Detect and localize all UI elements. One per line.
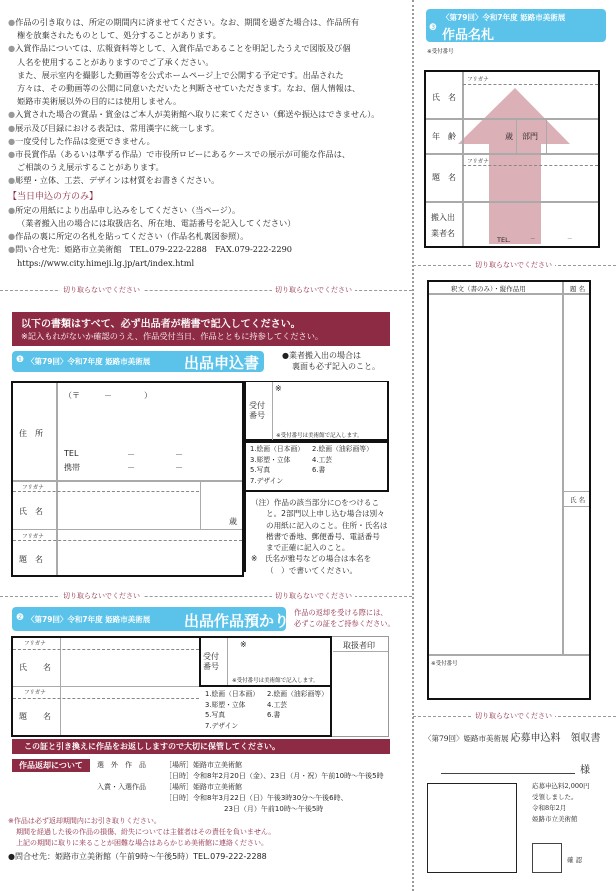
- divider: [13, 529, 242, 530]
- notes-list: ●作品の引き取りは、所定の期間内に済ませてください。なお、期間を過ぎた場合は、作品所有 権を放棄されたものとして、処分することがあります。 ●入賞作品については、広報資料等として、入賞作品であることを明記したうえで図版及び個 人名を使用することがありますのでご了承ください。 また、展示室内を撮影した動画等を公式ホームページ上で公開する予定です。出品された 方々は、その動画等の公開に同意いただいたと判断させていただきます。なお、個人情報は、 姫路市美術展以外の目的には使用しません。 ●入賞された場合の賞品・賞金はご本人が美術館へ取りに来てください（郵送や振込はできません）。 ●展示及び目録における表記は、常用漢字に統一します。 ●一度受付した作品は変更できません。 ●市長賞作品（あるいは準ずる作品）で市役所ロビーにあるケースでの展示が可能な作品は、 ご相談のうえ展示することがあります。 ●彫塑・立体、工芸、デザインは材質をお書きください。 【当日申込の方のみ】 ●所定の用紙により出品申し込みをしてください（当ページ）。 （業者搬入出の場合には取扱店名、所在地、電話番号を記入してください） ●作品の裏に所定の名札を貼ってください（作品名札裏図参照）。 ●問い合せ先：姫路市立美術館 TEL.079-222-2288 FAX.079-222-2290 https://www.city.himeji.lg.jp/art/index.html: [8, 16, 380, 270]
- mobile-label: 携帯: [64, 463, 80, 472]
- banner-line-1: 以下の書類はすべて、必ず出品者が楷書で記入してください。: [21, 319, 301, 330]
- form3-prefix: 〈第79回〉令和7年度 姫路市美術展: [442, 13, 566, 22]
- note-line: 入賞された場合の賞品・賞金はご本人が美術館へ取りに来てください（郵送や振込はできません）。: [15, 109, 380, 120]
- form2-prefix: 〈第79回〉令和7年度 姫路市美術展: [27, 615, 151, 624]
- form-number-2: ❷: [16, 613, 25, 623]
- receipt-title-small: 〈第79回〉姫路市美術展: [424, 734, 509, 743]
- furigana-label: フリガナ: [22, 534, 44, 540]
- furigana-divider: [463, 84, 598, 85]
- cut-warning: 切り取らないでください: [60, 285, 143, 295]
- dash: －: [127, 463, 135, 472]
- divider: [426, 118, 598, 120]
- form3-header: [426, 9, 606, 42]
- name-input[interactable]: [60, 493, 198, 528]
- title-label: 題 名: [19, 555, 43, 564]
- category-list: [205, 689, 328, 731]
- return-warnings: [8, 816, 275, 849]
- divider: [13, 686, 199, 687]
- furigana-label: フリガナ: [24, 641, 46, 647]
- title-input[interactable]: [62, 700, 198, 735]
- receipt-number-label: 受付 番号: [203, 652, 219, 671]
- name-input[interactable]: [62, 651, 198, 685]
- cut-warning: 切り取らないでください: [272, 591, 355, 601]
- dash: －: [530, 237, 536, 243]
- receipt-stamp-box: [427, 783, 517, 873]
- receipt-line: 応募申込料2,000円: [532, 782, 590, 790]
- note-line: 作品の裏に所定の名札を貼ってください（作品名札裏図参照）。: [15, 231, 249, 242]
- note-line: 市長賞作品（あるいは準ずる作品）で市役所ロビーにあるケースでの展示が可能な作品は、: [15, 149, 351, 160]
- address-label: 住 所: [19, 429, 43, 438]
- receipt-text: [532, 781, 590, 825]
- tel-label: TEL: [64, 449, 79, 458]
- postal-code-field[interactable]: （〒 － ）: [64, 391, 152, 400]
- note-line: 問い合せ先：姫路市立美術館 TEL.079-222-2288 FAX.079-222-2290: [15, 244, 293, 255]
- receipt-line: 姫路市立美術館: [532, 815, 578, 823]
- form2-side-note: [294, 607, 395, 629]
- tel-label: TEL.: [497, 236, 511, 244]
- category-option[interactable]: 1.絵画（日本画）: [250, 445, 305, 453]
- note-line: 人名を使用することがありますのでご了承ください。: [17, 56, 214, 67]
- form1-notice: [251, 497, 388, 576]
- title-input[interactable]: [60, 542, 240, 575]
- divider: [462, 72, 464, 246]
- dash: －: [567, 237, 573, 243]
- banner-line-2: ※記入もれがないか確認のうえ、作品受付当日、作品とともに持参してください。: [21, 331, 324, 341]
- handler-stamp-label: 取扱者印: [343, 641, 375, 650]
- furigana-divider: [13, 649, 199, 650]
- category-option[interactable]: 6.書: [312, 466, 326, 474]
- furigana-label: フリガナ: [467, 159, 489, 165]
- divider: [56, 383, 58, 575]
- form2-title: 出品作品預かり証: [184, 612, 305, 630]
- divider: [563, 491, 589, 492]
- dept-label: 部門: [522, 132, 538, 141]
- rejected-place: ［場所］姫路市立美術館: [165, 761, 242, 769]
- furigana-divider: [13, 698, 199, 699]
- note-line: 姫路市美術展以外の目的には使用しません。: [17, 96, 182, 107]
- receipt-no-label: ※受付番号: [431, 661, 458, 667]
- accepted-time: 23日（月）午前10時～午後5時: [224, 805, 324, 813]
- receipt-note: ※受付番号は美術館で記入します。: [276, 433, 363, 439]
- notice-line: の用紙に記入のこと。住所・氏名は: [266, 520, 388, 530]
- notice-line: （ ）で書いてください。: [266, 565, 358, 575]
- receipt-line: 令和8年2月: [532, 804, 567, 812]
- same-day-heading: 【当日申込の方のみ】: [8, 191, 99, 202]
- dash: －: [127, 450, 135, 459]
- divider: [333, 651, 388, 652]
- divider: [546, 119, 547, 153]
- age-unit: 歳: [505, 132, 513, 141]
- confirm-label: 確 認: [567, 856, 583, 864]
- recipient-line[interactable]: [441, 773, 575, 774]
- sama-label: 様: [580, 765, 590, 776]
- category-option[interactable]: 3.彫塑・立体: [205, 700, 246, 709]
- category-option[interactable]: 7.デザイン: [205, 721, 239, 730]
- inscription-input[interactable]: [430, 295, 561, 653]
- note-line: 所定の用紙により出品申し込みをしてください（当ページ）。: [15, 204, 241, 215]
- furigana-divider: [463, 165, 598, 166]
- age-label: 年 齢: [432, 132, 456, 141]
- accepted-works-label: 入賞・入選作品: [97, 783, 146, 791]
- notice-line: 楷書で番地、郵便番号、電話番号: [266, 531, 380, 541]
- divider: [200, 482, 201, 529]
- note-line: 方々は、その動画等の公開に同意いただいたと判断させていただきます。なお、個人情報は、: [17, 83, 361, 94]
- furigana-divider: [13, 540, 242, 541]
- form-number-1: ❶: [16, 355, 25, 365]
- form1-side-note: [282, 350, 380, 372]
- category-list: [250, 444, 373, 486]
- dash: －: [175, 463, 183, 472]
- note-line: 彫塑・立体、工芸、デザインは材質をお書きください。: [15, 175, 220, 186]
- divider: [563, 506, 589, 507]
- return-tag-text: 作品返却について: [19, 761, 83, 770]
- title-column-header: 題 名: [570, 285, 586, 293]
- name-label: 氏 名: [570, 496, 586, 504]
- name-label: 氏 名: [19, 663, 51, 672]
- contact-info: ●問合せ先：姫路市立美術館（午前9時～午後5時）TEL.079-222-2288: [8, 852, 267, 861]
- note-line: 一度受付した作品は変更できません。: [15, 135, 155, 146]
- receipt-no-label: ※受付番号: [427, 49, 454, 55]
- return-schedule: [97, 760, 384, 815]
- notice-line: と。2部門以上申し込む場合は別々: [266, 509, 385, 519]
- notice-line: まで正確に記入のこと。: [266, 543, 350, 553]
- instruction-banner: [12, 312, 390, 346]
- dash: －: [175, 450, 183, 459]
- category-option[interactable]: 4.工芸: [267, 700, 288, 709]
- side-note-line: 必ずこの証をご持参ください。: [294, 619, 395, 628]
- receipt-note: ※受付番号は美術館で記入します。: [232, 678, 319, 684]
- keep-banner: [12, 739, 390, 754]
- cut-warning: 切り取らないでください: [272, 285, 355, 295]
- age-unit: 歳: [229, 517, 237, 526]
- divider: [426, 201, 598, 203]
- cut-warning: 切り取らないでください: [60, 591, 143, 601]
- form-number-3: ❸: [429, 23, 438, 33]
- divider: [562, 282, 564, 654]
- carrier-label: 搬入出 業者名: [431, 213, 455, 238]
- side-note-line: 裏面も必ず記入のこと。: [292, 362, 380, 371]
- divider: [199, 636, 201, 687]
- address-input[interactable]: [60, 383, 200, 479]
- furigana-label: フリガナ: [22, 485, 44, 491]
- furigana-label: フリガナ: [24, 690, 46, 696]
- note-line: 権を放棄されたものとして、処分することがあります。: [17, 30, 221, 41]
- warning-line: ※作品は必ず返却期間内にお引き取りください。: [8, 817, 161, 825]
- divider: [426, 153, 598, 155]
- category-option[interactable]: 3.彫塑・立体: [250, 455, 291, 464]
- confirm-stamp-box: [532, 843, 562, 873]
- form1-title: 出品申込書: [184, 354, 260, 372]
- notice-line: （注）作品の該当部分に○をつけるこ: [251, 498, 380, 507]
- arrow-up-icon: [458, 88, 570, 244]
- divider: [429, 654, 589, 656]
- form1-header: [12, 351, 264, 372]
- handler-stamp-area[interactable]: [334, 653, 387, 735]
- form3-title: 作品名札: [442, 28, 495, 43]
- note-line: ご相談のうえ展示することがあります。: [17, 162, 164, 173]
- side-note-line: ●業者搬入出の場合は: [282, 351, 361, 360]
- inscription-column-header: 釈文（書のみ）・縦作品用: [451, 285, 526, 293]
- form1-prefix: 〈第79回〉令和7年度 姫路市美術展: [27, 357, 151, 366]
- cut-warning: 切り取らないでください: [472, 260, 555, 270]
- rejected-time: ［日時］令和8年2月20日（金）、23日（月・祝）午前10時～午後5時: [165, 772, 384, 780]
- category-option[interactable]: 4.工芸: [312, 455, 333, 464]
- warning-line: 上記の期間に取りに来ることが困難な場合はあらかじめ美術館に連絡ください。: [16, 839, 268, 847]
- category-option[interactable]: 1.絵画（日本画）: [205, 690, 260, 698]
- category-option[interactable]: 2.絵画（油彩画等）: [312, 445, 373, 453]
- category-option[interactable]: 2.絵画（油彩画等）: [267, 690, 328, 698]
- furigana-divider: [13, 491, 199, 492]
- form2-header: [12, 607, 305, 631]
- divider: [13, 480, 242, 482]
- note-line: （業者搬入出の場合には取扱店名、所在地、電話番号を記入してください）: [17, 218, 296, 229]
- divider: [227, 638, 228, 685]
- title-label: 題 名: [432, 173, 456, 182]
- furigana-label: フリガナ: [467, 77, 489, 83]
- side-note-line: 作品の返却を受ける際には、: [294, 608, 388, 617]
- divider: [516, 119, 517, 153]
- divider: [199, 685, 332, 687]
- category-option[interactable]: 7.デザイン: [250, 476, 284, 485]
- keep-banner-text: この証と引き換えに作品をお返ししますので大切に保管してください。: [24, 742, 280, 751]
- return-tag: [12, 759, 90, 772]
- vertical-cut-line: [412, 0, 414, 891]
- title-label: 題 名: [19, 712, 51, 721]
- accepted-time: ［日時］令和8年3月22日（日）午後3時30分～午後6時、: [165, 794, 348, 802]
- category-option[interactable]: 5.写真: [250, 466, 271, 474]
- note-line: また、展示室内を撮影した動画等を公式ホームページ上で公開する予定です。出品された: [17, 69, 344, 80]
- warning-line: 期間を経過した後の作品の損傷、紛失については主催者はその責任を負いません。: [16, 828, 276, 836]
- category-option[interactable]: 6.書: [267, 711, 281, 719]
- note-line: 作品の引き取りは、所定の期間内に済ませてください。なお、期間を過ぎた場合は、作品所有: [15, 17, 360, 27]
- accepted-place: ［場所］姫路市立美術館: [165, 783, 242, 791]
- rejected-works-label: 選 外 作 品: [97, 761, 146, 769]
- cut-warning: 切り取らないでください: [472, 711, 555, 721]
- category-option[interactable]: 5.写真: [205, 711, 226, 719]
- kome-mark: ※: [275, 384, 282, 393]
- receipt-title: [424, 726, 601, 745]
- divider: [244, 492, 246, 572]
- divider: [272, 382, 273, 440]
- receipt-number-label: 受付 番号: [249, 401, 265, 420]
- name-label: 氏 名: [19, 507, 43, 516]
- note-line: 展示及び目録における表記は、常用漢字に統一します。: [15, 122, 220, 133]
- receipt-line: 受領しました。: [532, 793, 578, 801]
- kome-mark: ※: [240, 640, 247, 649]
- notice-line: ※ 氏名が雅号などの場合は本名を: [251, 554, 372, 564]
- name-label: 氏 名: [432, 93, 456, 102]
- note-line: 入賞作品については、広報資料等として、入賞作品であることを明記したうえで図版及び個: [15, 43, 351, 54]
- receipt-title-large: 応募申込料 領収書: [510, 733, 601, 744]
- website-link[interactable]: https://www.city.himeji.lg.jp/art/index.html: [17, 257, 195, 268]
